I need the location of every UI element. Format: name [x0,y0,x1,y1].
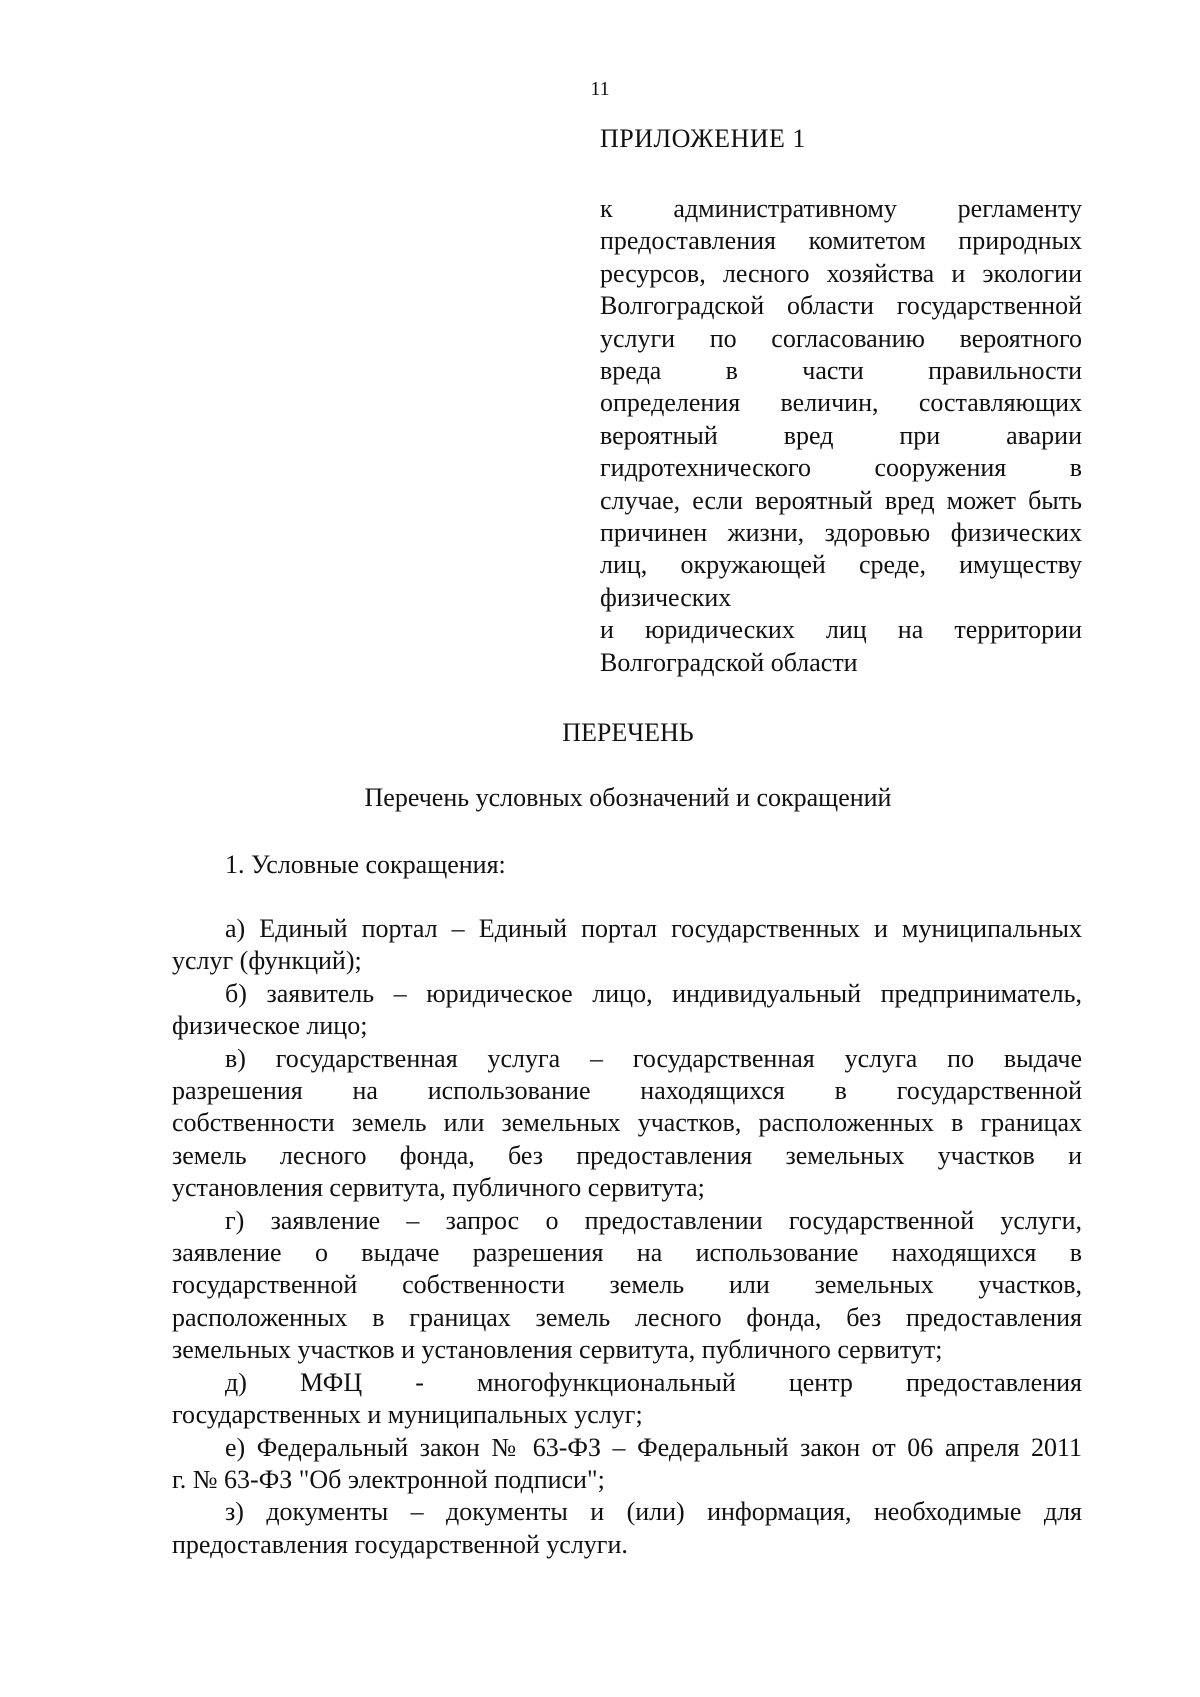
section-label: 1. Условные сокращения: [225,850,506,879]
appendix-subtitle-line: Волгоградской области [600,647,858,677]
appendix-subtitle-line: услуги по согласованию вероятного [600,323,1082,353]
definition-line: государственных и муниципальных услуг; [172,1400,643,1430]
definition-line: расположенных в границах земель лесного фонда, без предоставления [172,1302,1082,1332]
appendix-subtitle-line: определения величин, составляющих [600,388,1082,418]
definition-line: государственной собственности земель или земельных участков, [172,1270,1082,1300]
appendix-subtitle-line: причинен жизни, здоровью физических [600,518,1082,548]
appendix-subtitle [600,193,1082,679]
definition-line: земель лесного фонда, без предоставления земельных участков и [172,1140,1082,1170]
appendix-subtitle-line: к административному регламенту [600,194,1082,223]
appendix-subtitle-line: Волгоградской области государственной [600,291,1082,321]
appendix-subtitle-line: предоставления комитетом природных [600,226,1082,256]
appendix-subtitle-line: ресурсов, лесного хозяйства и экологии [600,258,1082,288]
page-number: 11 [590,78,610,100]
definition-line: разрешения на использование находящихся в государственной [172,1076,1082,1106]
appendix-subtitle-line: гидротехнического сооружения в [600,453,1082,483]
appendix-subtitle-line: и юридических лиц на территории [600,615,1082,645]
definition-line: б) заявитель – юридическое лицо, индивидуальный предприниматель, [225,978,1082,1008]
appendix-subtitle-line: вероятный вред при аварии [600,420,1082,450]
appendix-title: ПРИЛОЖЕНИЕ 1 [600,124,806,153]
definition-line: заявление о выдаче разрешения на использование находящихся в [172,1238,1082,1268]
definition-line: предоставления государственной услуги. [172,1529,628,1559]
definition-line: г) заявление – запрос о предоставлении государственной услуги, [225,1205,1082,1235]
definition-line: услуг (функций); [172,946,362,976]
definitions-list [172,913,1082,1561]
definition-line: д) МФЦ - многофункциональный центр предоставления [225,1367,1082,1397]
appendix-subtitle-line: случае, если вероятный вред может быть [600,485,1082,515]
appendix-subtitle-line: лиц, окружающей среде, имуществу [600,550,1082,580]
definition-line: з) документы – документы и (или) информация, необходимые для [225,1497,1082,1527]
definition-line: а) Единый портал – Единый портал государственных и муниципальных [225,914,1082,943]
appendix-subtitle-line: вреда в части правильности [600,356,1082,386]
document-subheading: Перечень условных обозначений и сокращений [364,783,892,812]
definition-line: земельных участков и установления сервитута, публичного сервитут; [172,1335,943,1365]
appendix-subtitle-line: физических [600,582,732,612]
document-heading: ПЕРЕЧЕНЬ [562,718,694,747]
definition-line: е) Федеральный закон № 63-ФЗ – Федеральный закон от 06 апреля 2011 [225,1432,1082,1462]
definition-line: установления сервитута, публичного сервитута; [172,1173,705,1203]
definition-line: г. № 63-ФЗ "Об электронной подписи"; [172,1464,605,1494]
definition-line: собственности земель или земельных участков, расположенных в границах [172,1108,1082,1138]
definition-line: физическое лицо; [172,1011,368,1041]
definition-line: в) государственная услуга – государственная услуга по выдаче [225,1043,1082,1073]
